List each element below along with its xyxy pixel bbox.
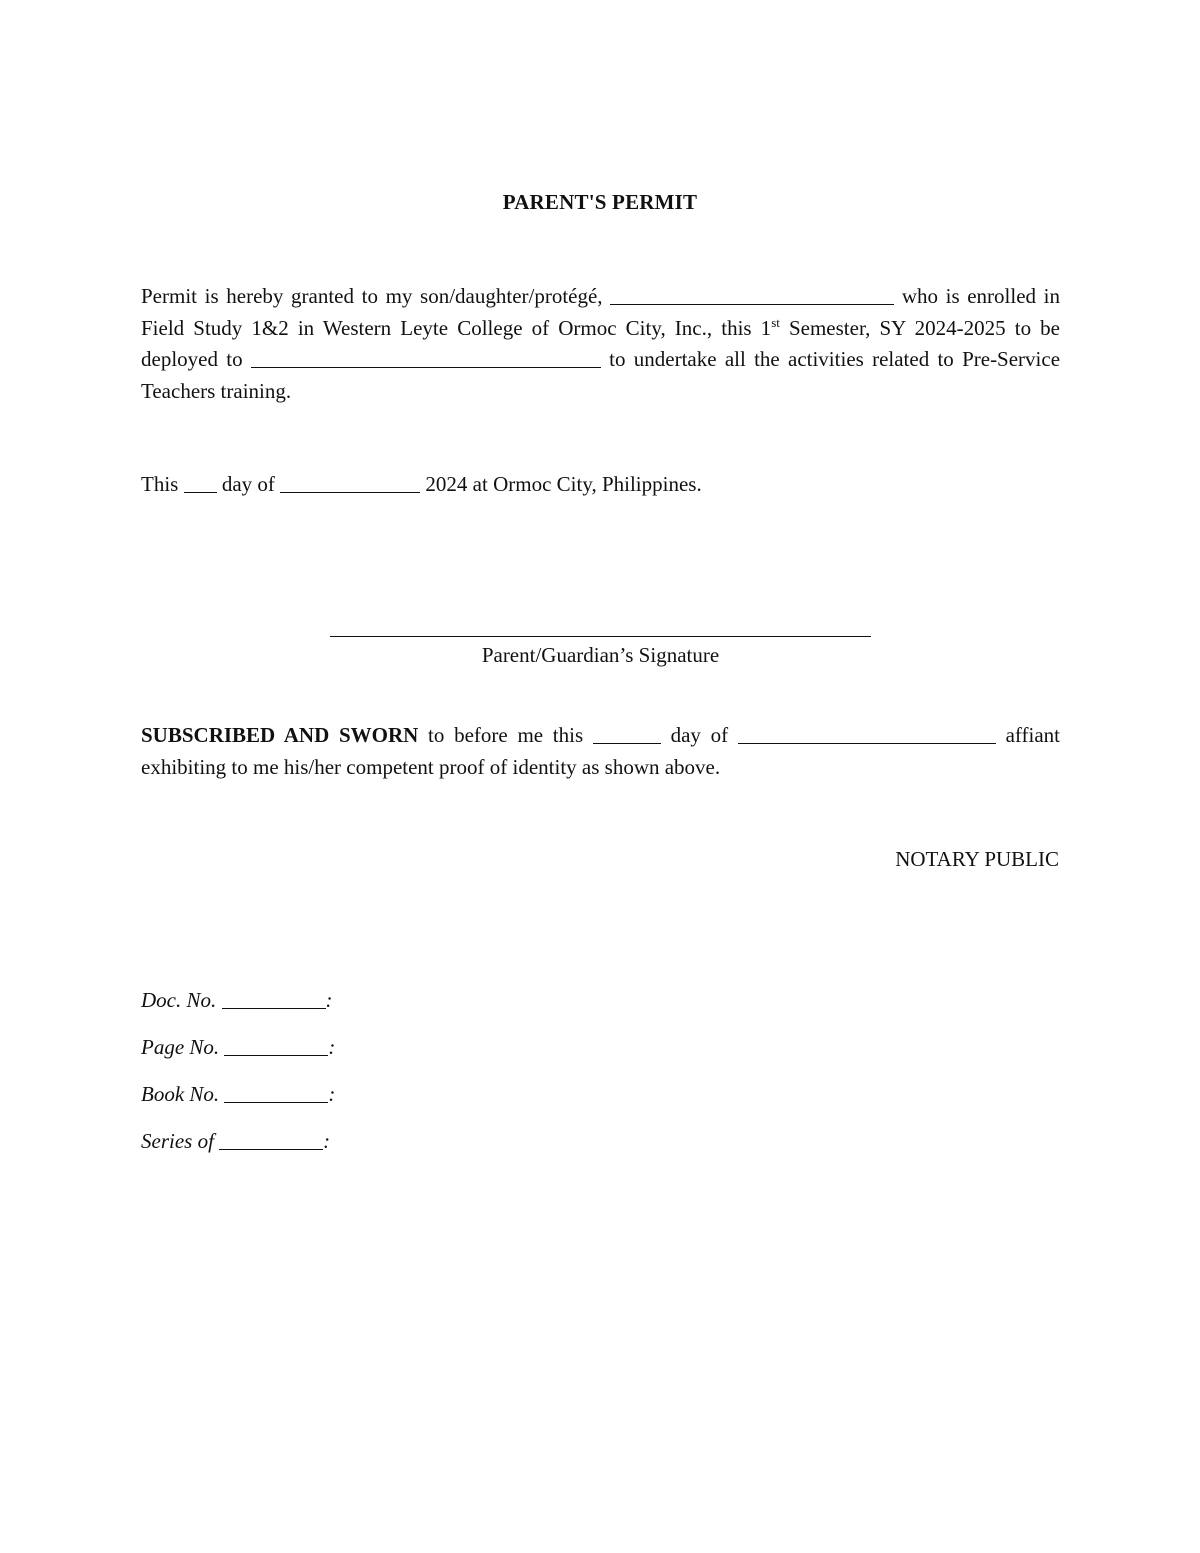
sworn-text-3: affiant exhibiting to me his/her competent proof of identity as shown above. bbox=[141, 723, 1060, 779]
sworn-month-blank[interactable] bbox=[738, 725, 996, 744]
series-of-label: Series of bbox=[141, 1129, 214, 1153]
book-no-suffix: : bbox=[328, 1082, 336, 1106]
date-line bbox=[141, 469, 1060, 501]
notary-label: NOTARY PUBLIC bbox=[895, 847, 1059, 871]
month-blank[interactable] bbox=[280, 474, 420, 493]
sworn-day-blank[interactable] bbox=[593, 725, 661, 744]
book-no-field bbox=[141, 1082, 335, 1107]
book-no-label: Book No. bbox=[141, 1082, 220, 1106]
day-blank[interactable] bbox=[184, 474, 217, 493]
permit-text-4: to undertake all the activities related to Pre-Service Teachers training. bbox=[141, 347, 1061, 403]
document-title: PARENT'S PERMIT bbox=[502, 190, 698, 214]
permit-paragraph bbox=[141, 281, 1060, 407]
book-no-blank[interactable] bbox=[224, 1084, 328, 1103]
page-no-label: Page No. bbox=[141, 1035, 220, 1059]
sworn-bold-text: SUBSCRIBED AND SWORN bbox=[141, 723, 419, 747]
permit-text-1: Permit is hereby granted to my son/daughter/protégé, bbox=[141, 284, 603, 308]
date-text-2: day of bbox=[221, 472, 275, 496]
sworn-paragraph bbox=[141, 720, 1060, 783]
series-of-suffix: : bbox=[323, 1129, 331, 1153]
series-of-field bbox=[141, 1129, 330, 1154]
doc-no-field bbox=[141, 988, 333, 1013]
signature-line[interactable] bbox=[330, 636, 871, 637]
page-no-blank[interactable] bbox=[224, 1037, 328, 1056]
series-of-blank[interactable] bbox=[219, 1131, 323, 1150]
date-text-3: 2024 at Ormoc City, Philippines. bbox=[425, 472, 702, 496]
date-text-1: This bbox=[141, 472, 179, 496]
student-name-blank[interactable] bbox=[610, 286, 894, 305]
permit-text-2: who is enrolled in Field Study 1&2 in Western Leyte College of Ormoc City, Inc., this 1 bbox=[141, 284, 1060, 340]
signature-label: Parent/Guardian’s Signature bbox=[481, 643, 720, 667]
doc-no-blank[interactable] bbox=[222, 990, 326, 1009]
page-no-field bbox=[141, 1035, 335, 1060]
sworn-text-1: to before me this bbox=[428, 723, 584, 747]
page-no-suffix: : bbox=[328, 1035, 336, 1059]
sworn-text-2: day of bbox=[670, 723, 729, 747]
permit-text-3: Semester, SY 2024-2025 to be deployed to bbox=[141, 315, 1060, 371]
ordinal-suffix: st bbox=[771, 314, 780, 330]
doc-no-label: Doc. No. bbox=[141, 988, 217, 1012]
deployment-place-blank[interactable] bbox=[251, 349, 601, 368]
doc-no-suffix: : bbox=[325, 988, 333, 1012]
